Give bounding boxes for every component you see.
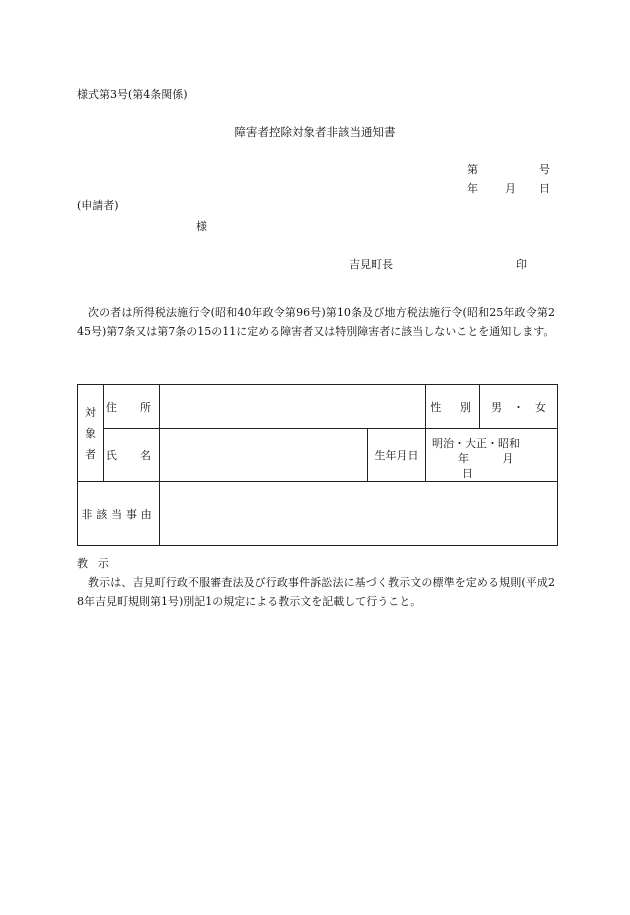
number-suffix: 号 (539, 163, 550, 176)
applicant-label: (申請者) (77, 199, 119, 212)
birthdate-field[interactable] (426, 429, 558, 482)
birth-day-label: 日 (462, 467, 473, 480)
form-number: 様式第3号(第4条関係) (77, 88, 188, 101)
target-person-table (77, 384, 558, 546)
birthdate-label: 生年月日 (368, 429, 426, 482)
date-year-label: 年 (467, 182, 478, 195)
address-field[interactable] (160, 385, 426, 429)
name-label: 氏 名 (104, 429, 160, 482)
era-options: 明治・大正・昭和 (432, 437, 520, 450)
birthdate-ymd (432, 451, 557, 481)
instruction-heading: 教示 (77, 557, 119, 570)
notice-body-text: 次の者は所得税法施行令(昭和40年政令第96号)第10条及び地方税法施行令(昭和25年政令第245号)第7条又は第7条の15の11に定める障害者又は特別障害者に該当しないことを通知します。 (77, 306, 555, 338)
name-field[interactable] (160, 429, 368, 482)
honorific: 様 (196, 220, 207, 233)
target-char-3: 者 (85, 447, 96, 461)
seal-label: 印 (516, 258, 527, 271)
issuer-name: 吉見町長 (349, 258, 393, 271)
reason-label: 非該当事由 (78, 482, 160, 546)
instruction-text: 教示は、吉見町行政不服審査法及び行政事件訴訟法に基づく教示文の標準を定める規則(平成28年吉見町規則第1号)別記1の規定による教示文を記載して行うこと。 (77, 576, 555, 608)
target-char-1: 対 (85, 405, 96, 419)
number-label: 第 (467, 163, 478, 176)
address-label: 住 所 (104, 385, 160, 429)
gender-label: 性 別 (426, 385, 480, 429)
reason-field[interactable] (160, 482, 558, 546)
date-month-label: 月 (505, 182, 516, 195)
document-title: 障害者控除対象者非該当通知書 (234, 125, 396, 139)
birth-month-label: 月 (502, 452, 514, 465)
birth-year-label: 年 (458, 452, 469, 465)
date-day-label: 日 (539, 182, 550, 195)
gender-options[interactable]: 男 ・ 女 (480, 385, 558, 429)
target-person-label (78, 385, 104, 482)
target-char-2: 象 (85, 426, 96, 440)
